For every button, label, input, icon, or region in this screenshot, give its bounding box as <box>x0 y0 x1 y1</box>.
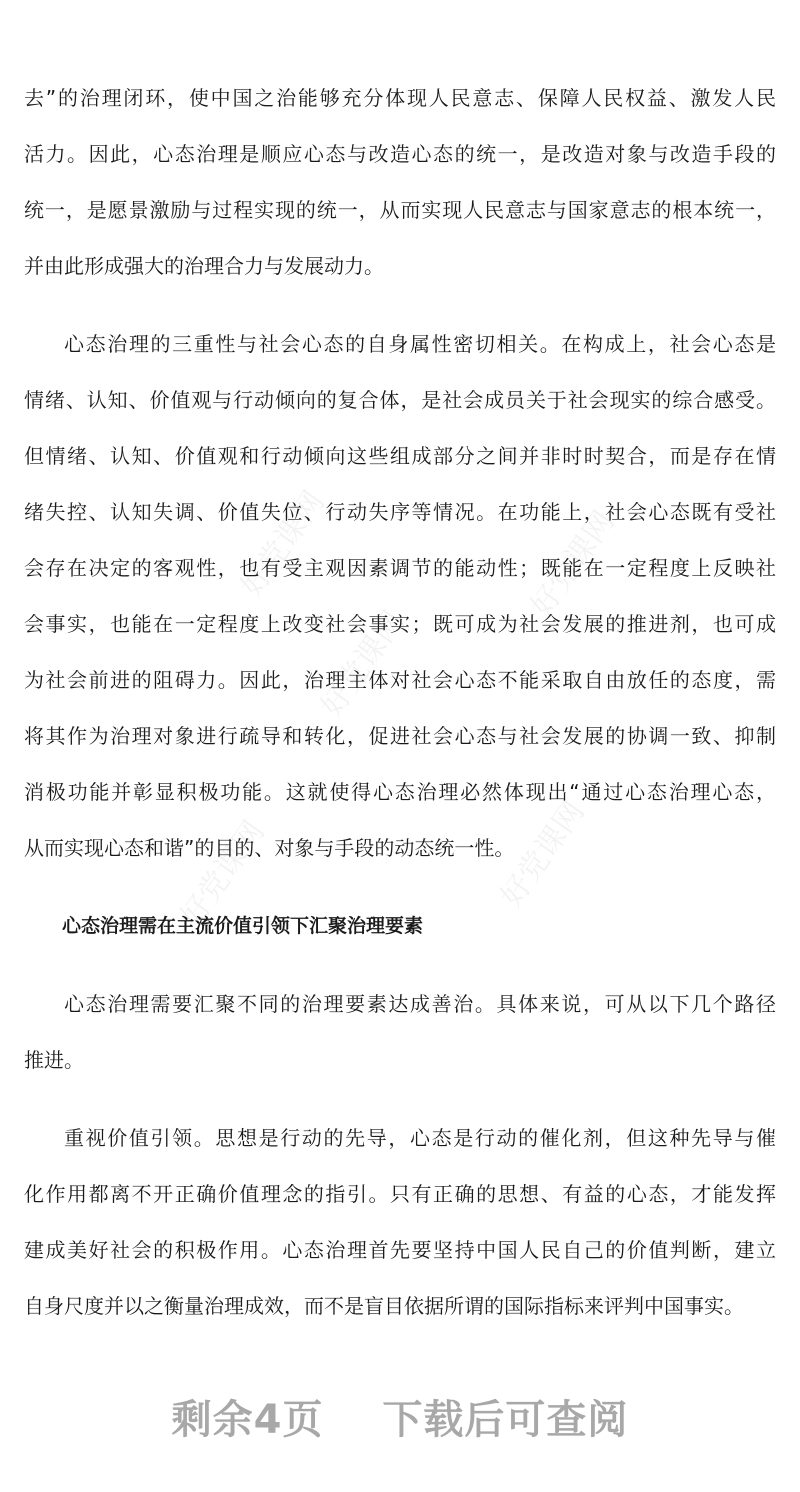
paragraph <box>24 316 776 876</box>
watermark: 好党课网 <box>234 484 332 604</box>
text-line: 从而实现心态和谐”的目的、对象与手段的动态统一性。 <box>24 836 515 860</box>
text-line: 消极功能并彰显积极功能。这就使得心态治理必然体现出“通过心态治理心态， <box>24 780 776 804</box>
text-line: 自身尺度并以之衡量治理成效，而不是盲目依据所谓的国际指标来评判中国事实。 <box>24 1294 744 1318</box>
text-line: 会事实，也能在一定程度上改变社会事实；既可成为社会发展的推进剂，也可成 <box>24 612 776 636</box>
watermark: 好党课网 <box>524 504 622 624</box>
paragraph <box>24 70 776 294</box>
text-line: 情绪、认知、价值观与行动倾向的复合体，是社会成员关于社会现实的综合感受。 <box>24 388 776 412</box>
download-to-view-label: 下载后可查阅 <box>382 1397 629 1443</box>
document-body <box>24 0 776 1356</box>
text-line: 统一，是愿景激励与过程实现的统一，从而实现人民意志与国家意志的根本统一， <box>24 198 776 222</box>
paragraph <box>24 1110 776 1334</box>
text-line: 活力。因此，心态治理是顺应心态与改造心态的统一，是改造对象与改造手段的 <box>24 142 776 166</box>
cut-off-line <box>24 0 776 20</box>
text-line: 重视价值引领。思想是行动的先导，心态是行动的催化剂，但这种先导与催 <box>64 1126 776 1150</box>
section-heading: 心态治理需在主流价值引领下汇聚治理要素 <box>62 915 424 937</box>
watermark: 好党课网 <box>494 794 592 914</box>
text-line: 化作用都离不开正确价值理念的指引。只有正确的思想、有益的心态，才能发挥 <box>24 1182 776 1206</box>
text-line: 心态治理需要汇聚不同的治理要素达成善治。具体来说，可从以下几个路径 <box>64 992 776 1016</box>
text-line: 将其作为治理对象进行疏导和转化，促进社会心态与社会发展的协调一致、抑制 <box>24 724 776 748</box>
text-line: 为社会前进的阻碍力。因此，治理主体对社会心态不能采取自由放任的态度，需 <box>24 668 776 692</box>
download-prompt[interactable] <box>0 1388 800 1445</box>
paragraph <box>24 976 776 1088</box>
watermark: 好党课网 <box>314 604 412 724</box>
text-line: 建成美好社会的积极作用。心态治理首先要坚持中国人民自己的价值判断，建立 <box>24 1238 776 1262</box>
text-line: 推进。 <box>24 1048 84 1072</box>
text-line: 绪失控、认知失调、价值失位、行动失序等情况。在功能上，社会心态既有受社 <box>24 500 776 524</box>
text-line: 并由此形成强大的治理合力与发展动力。 <box>24 254 384 278</box>
text-line: 心态治理的三重性与社会心态的自身属性密切相关。在构成上，社会心态是 <box>64 332 776 356</box>
text-line: 去”的治理闭环，使中国之治能够充分体现人民意志、保障人民权益、激发人民 <box>24 86 776 110</box>
text-line: 但情绪、认知、价值观和行动倾向这些组成部分之间并非时时契合，而是存在情 <box>24 444 776 468</box>
remaining-pages-label: 剩余4页 <box>171 1397 324 1443</box>
watermark: 好党课网 <box>174 814 272 934</box>
text-line: 会存在决定的客观性，也有受主观因素调节的能动性；既能在一定程度上反映社 <box>24 556 776 580</box>
